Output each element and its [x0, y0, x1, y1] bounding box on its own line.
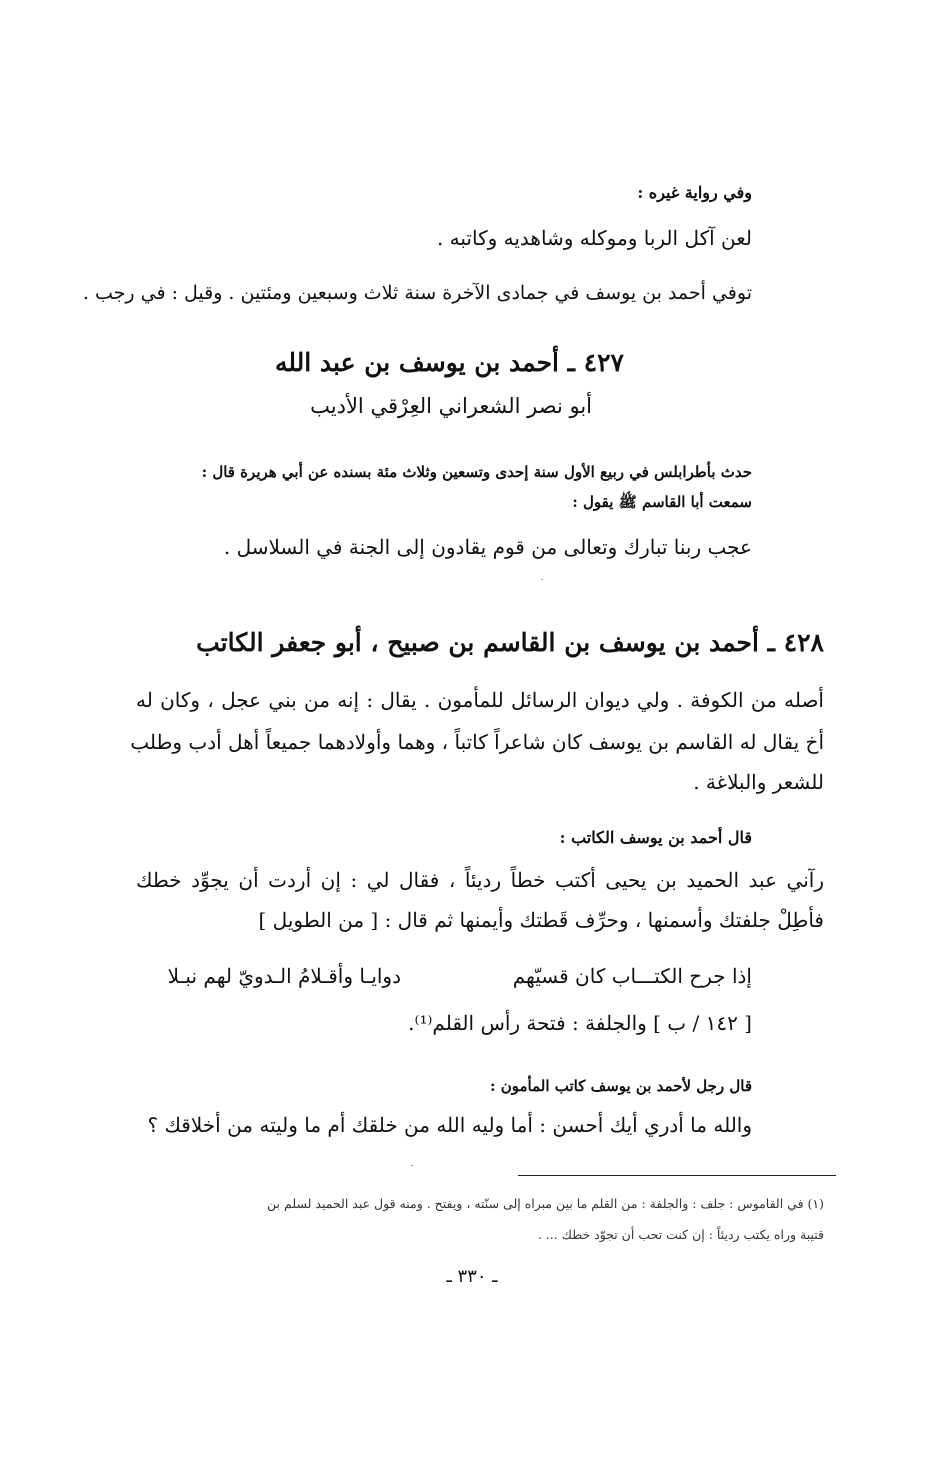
page-number: ـ ٣٣٠ ـ	[446, 1266, 498, 1287]
verse-second-hemistich: دوايـا وأقـلامُ الـدويّ لهم نبـلا	[167, 964, 401, 988]
print-speck	[541, 579, 543, 580]
narration-line: وفي رواية غيره :	[637, 183, 752, 202]
quote-line-2: فأطِلْ جلفتك وأسمنها ، وحرِّف قَطتك وأيمنها ثم قال : [ من الطويل ]	[258, 908, 824, 932]
entry-428-text-line-2: أخ يقال له القاسم بن يوسف كان شاعراً كاتباً ، وهما وأولادهما جميعاً أهل أدب وطلب	[130, 730, 824, 754]
manuscript-note: [ ١٤٢ / ب ] والجلفة : فتحة رأس القلم⁽¹⁾.	[408, 1011, 752, 1035]
anecdote-intro: قال رجل لأحمد بن يوسف كاتب المأمون :	[490, 1077, 752, 1095]
entry-427-subtitle: أبو نصر الشعراني العِرْقي الأديب	[310, 394, 592, 418]
quote-intro: قال أحمد بن يوسف الكاتب :	[559, 828, 752, 847]
footnote-line-2: قتيبة وراه يكتب رديئاً : إن كنت تحب أن تجوّد خطك ... .	[537, 1227, 824, 1242]
entry-428-text-line-3: للشعر والبلاغة .	[693, 770, 824, 794]
entry-427-text-line-2: سمعت أبا القاسم ﷺ يقول :	[572, 493, 752, 511]
hadith-line: لعن آكل الربا وموكله وشاهديه وكاتبه .	[436, 226, 752, 250]
death-note-line: توفي أحمد بن يوسف في جمادى الآخرة سنة ثلاث وسبعين ومئتين . وقيل : في رجب .	[82, 282, 752, 304]
entry-428-text-line-1: أصله من الكوفة . ولي ديوان الرسائل للمأمون . يقال : إنه من بني عجل ، وكان له	[136, 688, 824, 712]
entry-427-hadith: عجب ربنا تبارك وتعالى من قوم يقادون إلى الجنة في السلاسل .	[223, 535, 752, 559]
entry-427-heading: ٤٢٧ ـ أحمد بن يوسف بن عبد الله	[274, 348, 624, 377]
entry-427-text-line-1: حدث بأطرابلس في ربيع الأول سنة إحدى وتسعين وثلاث مئة بسنده عن أبي هريرة قال :	[201, 463, 752, 481]
verse-first-hemistich: إذا جرح الكتـــاب كان قسيّهم	[512, 964, 752, 988]
footnote-line-1: (١) في القاموس : جلف : والجلفة : من القلم ما بين مبراه إلى سنّته ، ويفتح . ومنه قول عبد الحميد لسلم بن	[267, 1196, 824, 1211]
entry-428-heading: ٤٢٨ ـ أحمد بن يوسف بن القاسم بن صبيح ، أبو جعفر الكاتب	[196, 628, 824, 657]
footnote-separator	[518, 1175, 836, 1176]
anecdote-text: والله ما أدري أيك أحسن : أما وليه الله من خلقك أم ما وليته من أخلاقك ؟	[147, 1113, 752, 1137]
print-speck	[411, 1165, 413, 1166]
quote-line-1: رآني عبد الحميد بن يحيى أكتب خطاً رديئاً ، فقال لي : إن أردت أن يجوِّد خطك	[136, 868, 824, 892]
